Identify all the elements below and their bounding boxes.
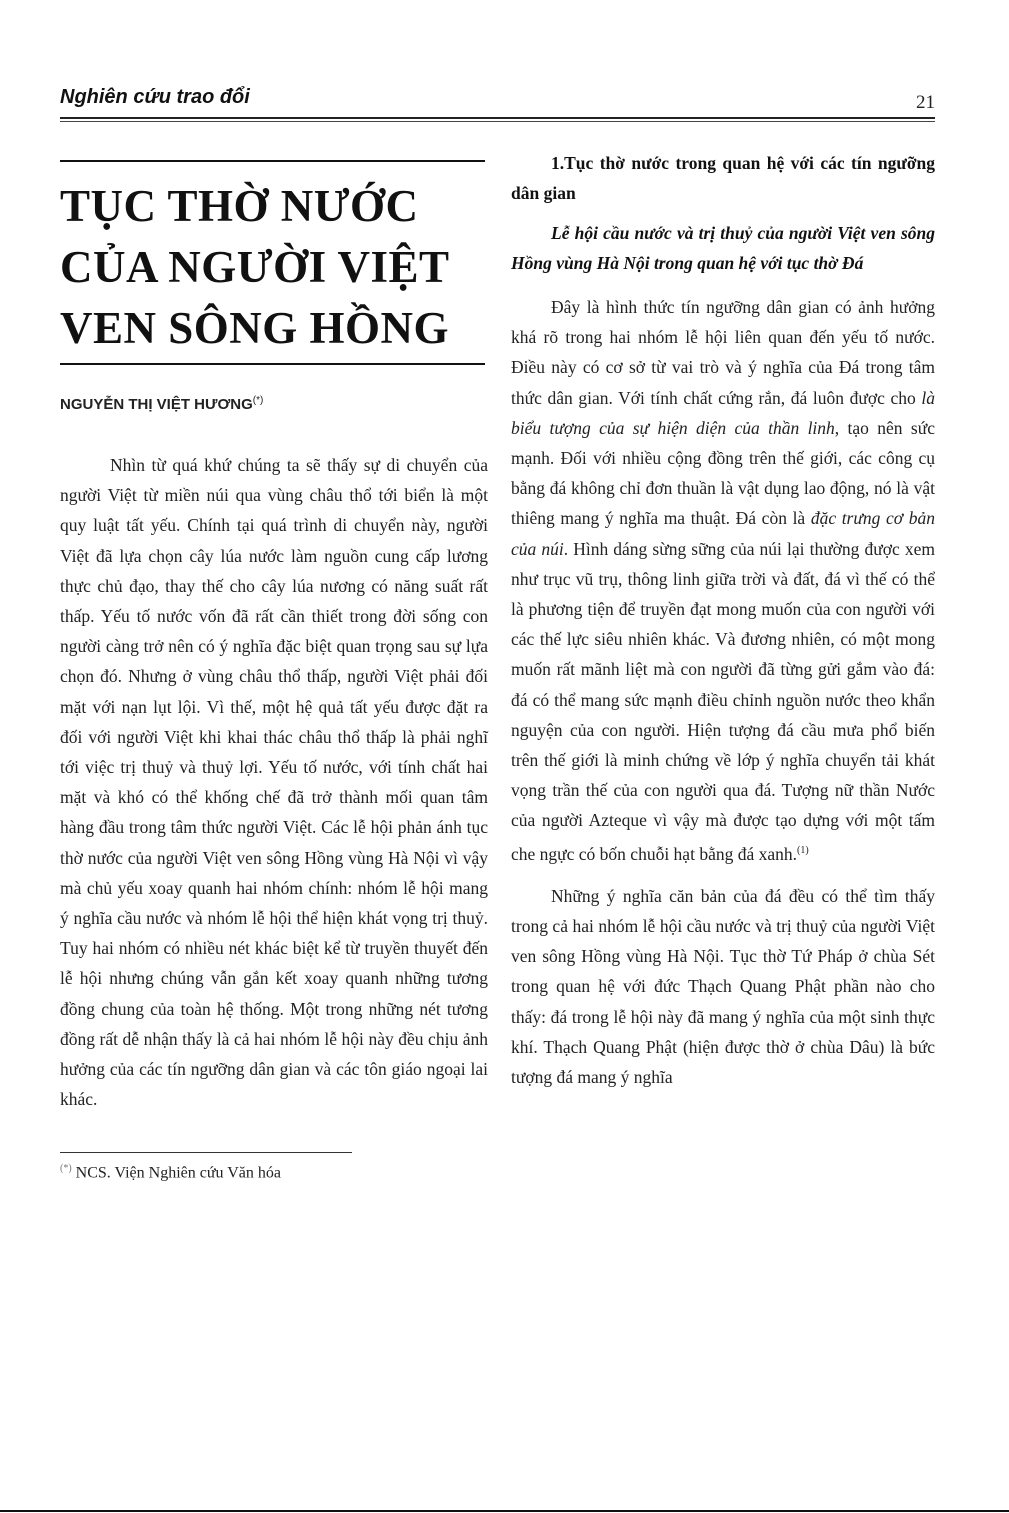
body-paragraph-stone-worship	[511, 292, 935, 869]
text-run: . Hình dáng sừng sững của núi lại thường được xem như trục vũ trụ, thông linh giữa trời và đất, đá vì thế có thể là phương tiện để truyền đạt mong muốn của con người với các thế lực siêu nhiên khác. Và đương nhiên, có một mong muốn rất mãnh liệt mà con người đã từng gửi gắm vào đá: đá có thể mang sức mạnh điều chỉnh nguồn nước theo khẩn nguyện của con người. Hiện tượng đá cầu mưa phổ biến trên thế giới là minh chứng về lớp ý nghĩa chuyển tải khát vọng trần thế của con người qua đá. Tượng nữ thần Nước của người Azteque vì vậy mà được tạo dựng với một tấm che ngực có bốn chuỗi hạt bằng đá xanh.	[511, 538, 936, 864]
text-run: , tạo nên sức mạnh. Đối với nhiều cộng đồng trên thế giới, các công cụ bằng đá không chỉ đơn thuần là vật dụng lao động, nó là vật thiêng mang ý nghĩa ma thuật. Đá còn là	[511, 417, 935, 529]
left-column	[60, 160, 488, 1183]
title-line: VEN SÔNG HỒNG	[60, 303, 450, 353]
title-rule-top	[60, 160, 485, 162]
title-line: CỦA NGƯỜI VIỆT	[60, 242, 450, 292]
emphasis-run: đặc trưng cơ bản của núi	[511, 508, 935, 559]
journal-section-name: Nghiên cứu trao đổi	[60, 86, 250, 108]
text-run: Đây là hình thức tín ngưỡng dân gian có ảnh hưởng khá rõ trong hai nhóm lễ hội liên quan đến yếu tố nước. Điều này có cơ sở từ vai trò và ý nghĩa của Đá trong tâm thức dân gian. Với tính chất cứng rắn, đá luôn được cho	[511, 297, 935, 408]
right-column	[511, 148, 935, 1092]
footnote-text: NCS. Viện Nghiên cứu Văn hóa	[75, 1164, 281, 1182]
subsection-heading: Lễ hội cầu nước và trị thuỷ của người Việt ven sông Hồng vùng Hà Nội trong quan hệ với tục thờ Đá	[511, 223, 935, 273]
title-line: TỤC THỜ NƯỚC	[60, 181, 419, 231]
section-heading: 1.Tục thờ nước trong quan hệ với các tín ngưỡng dân gian	[511, 153, 935, 203]
title-rule-bottom	[60, 363, 485, 365]
intro-paragraph: Nhìn từ quá khứ chúng ta sẽ thấy sự di chuyển của người Việt từ miền núi qua vùng châu thổ tới biển là một quy luật tất yếu. Chính tại quá trình di chuyển này, người Việt đã lựa chọn cây lúa nước làm nguồn cung cấp lương thực chủ đạo, thay thế cho cây lúa nương có năng suất rất thấp. Yếu tố nước vốn đã rất cần thiết trong đời sống con người càng trở nên có ý nghĩa đặc biệt quan trọng sau sự lựa chọn đó. Nhưng ở vùng châu thổ thấp, người Việt phải đối mặt với nạn lụt lội. Vì thế, một hệ quả tất yếu được đặt ra đối với người Việt khi khai thác châu thổ thấp là phải nghĩ tới việc trị thuỷ và thuỷ lợi. Yếu tố nước, với tính chất hai mặt và khó có thể khống chế đã trở thành mối quan tâm hàng đầu trong tâm thức người Việt. Các lễ hội phản ánh tục thờ nước của người Việt ven sông Hồng vùng Hà Nội vì vậy mà chủ yếu xoay quanh hai nhóm chính: nhóm lễ hội mang ý nghĩa cầu nước và nhóm lễ hội thể hiện khát vọng trị thuỷ. Tuy hai nhóm có nhiều nét khác biệt kể từ truyền thuyết đến lễ hội nhưng chúng vẫn gắn kết xoay quanh những tương đồng chung của toàn hệ thống. Một trong những nét tương đồng rất dễ nhận thấy là cả hai nhóm lễ hội này đều chịu ảnh hưởng của các tín ngưỡng dân gian và các tôn giáo ngoại lai khác.	[60, 455, 488, 1110]
page-bottom-edge	[0, 1510, 1009, 1512]
author-byline	[60, 395, 488, 413]
body-paragraph-meanings: Những ý nghĩa căn bản của đá đều có thể tìm thấy trong cả hai nhóm lễ hội cầu nước và trị thuỷ của người Việt ven sông Hồng vùng Hà Nội. Tục thờ Tứ Pháp ở chùa Sét trong quan hệ với đức Thạch Quang Phật phần nào cho thấy: đá trong lễ hội này đã mang ý nghĩa của một sinh thực khí. Thạch Quang Phật (hiện được thờ ở chùa Dâu) là bức tượng đá mang ý nghĩa	[511, 885, 935, 1087]
reference-mark: (1)	[797, 844, 809, 856]
emphasis-run: là biểu tượng của sự hiện diện của thần linh	[511, 387, 935, 438]
author-name: NGUYỄN THỊ VIỆT HƯƠNG	[60, 396, 253, 413]
page-number: 21	[916, 92, 935, 113]
running-head	[60, 86, 935, 116]
article-title	[60, 176, 488, 359]
author-footnote	[60, 1163, 488, 1182]
header-rule	[60, 117, 935, 122]
footnote-mark: (*)	[60, 1163, 72, 1175]
footnote-rule	[60, 1152, 352, 1153]
author-footnote-mark: (*)	[252, 395, 264, 406]
